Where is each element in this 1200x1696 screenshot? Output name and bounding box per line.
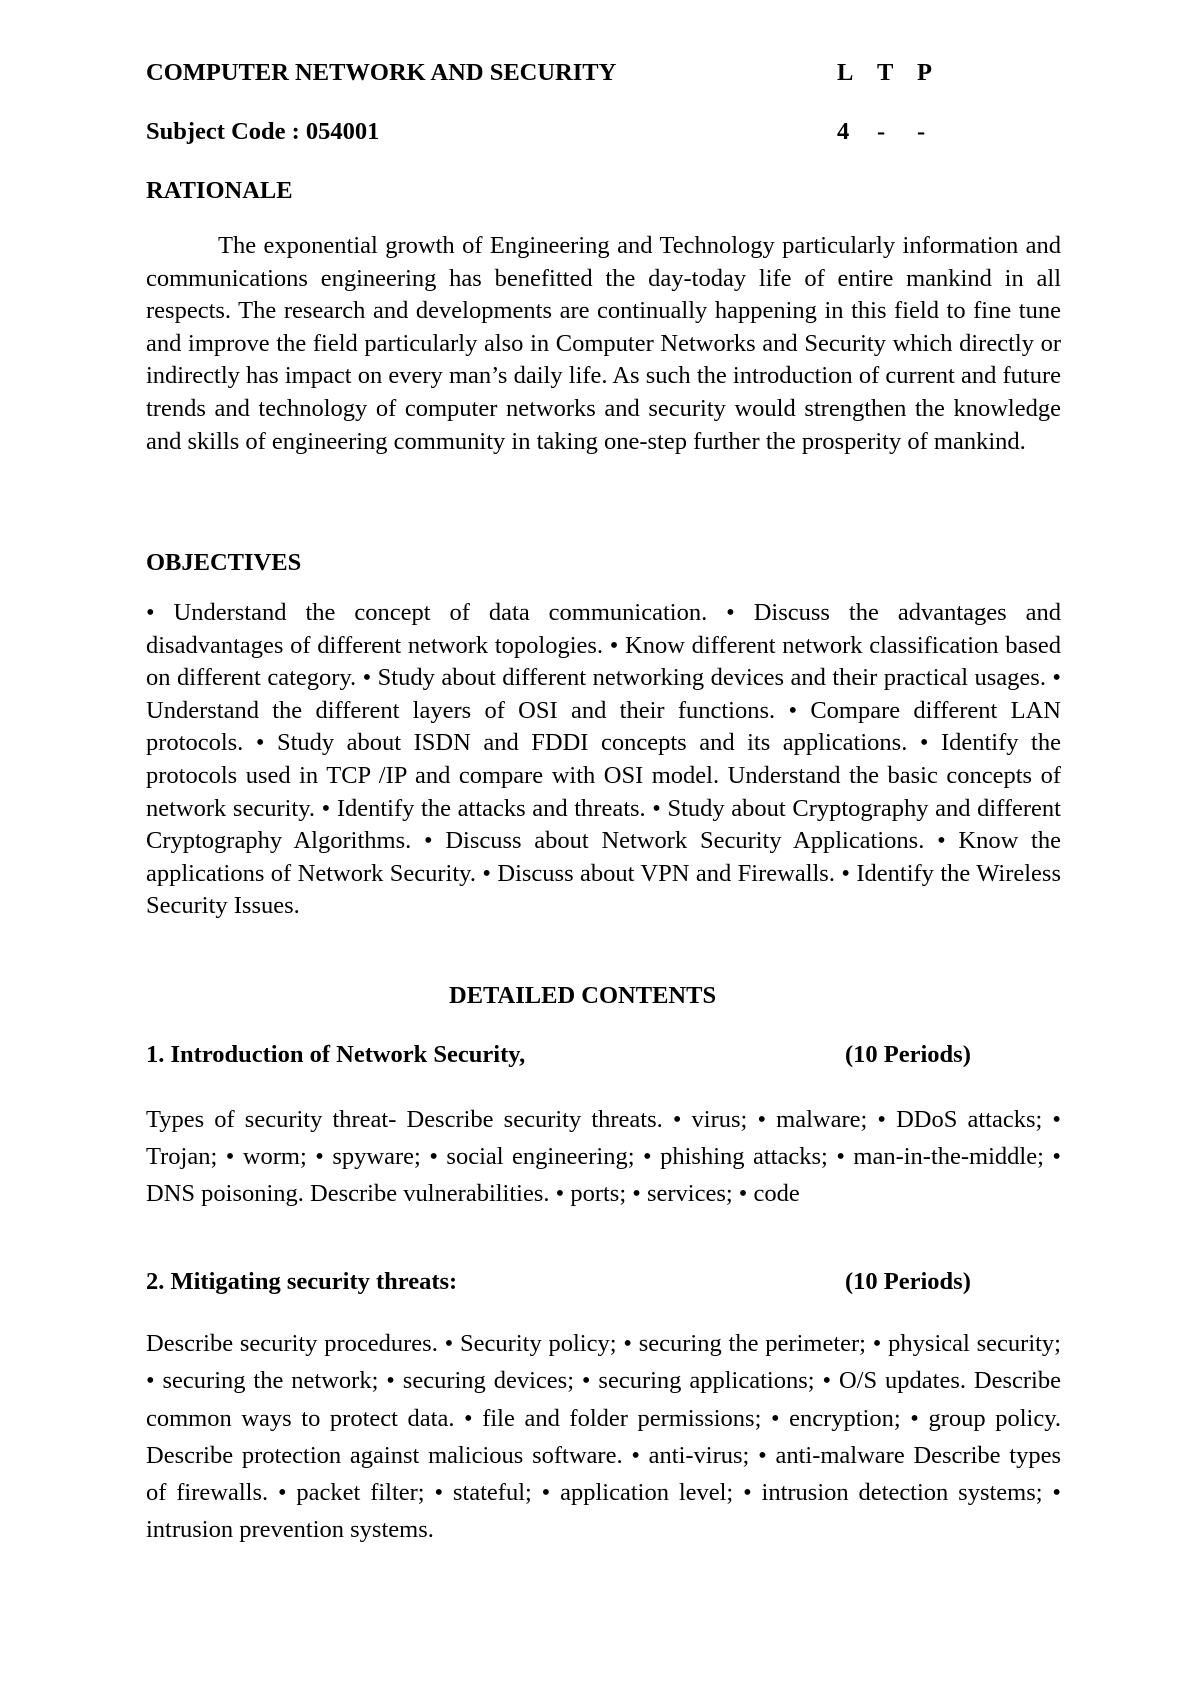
detailed-contents-heading: DETAILED CONTENTS bbox=[449, 982, 717, 1009]
section-2-periods: (10 Periods) bbox=[845, 1268, 971, 1295]
ltp-header bbox=[837, 58, 957, 88]
ltp-p-label: P bbox=[917, 59, 932, 86]
ltp-values bbox=[837, 117, 957, 147]
section-1-title: 1. Introduction of Network Security, bbox=[146, 1041, 526, 1068]
rationale-paragraph: The exponential growth of Engineering and Technology particularly information and communications engineering has benefitted the day-today life of entire mankind in all respects. The research and developments are continually happening in this field to fine tune and improve the field particularly also in Computer Networks and Security which directly or indirectly has impact on every man’s daily life. As such the introduction of current and future trends and technology of computer networks and security would strengthen the knowledge and skills of engineering community in taking one-step further the prosperity of mankind. bbox=[146, 232, 1061, 455]
subject-code: Subject Code : 054001 bbox=[146, 118, 380, 145]
section-1-periods: (10 Periods) bbox=[845, 1041, 971, 1068]
objectives-paragraph: • Understand the concept of data communication. • Discuss the advantages and disadvantages of different network topologies. • Know different network classification based on different category. • Study about different networking devices and their practical usages. • Understand the different layers of OSI and their functions. • Compare different LAN protocols. • Study about ISDN and FDDI concepts and its applications. • Identify the protocols used in TCP /IP and compare with OSI model. Understand the basic concepts of network security. • Identify the attacks and threats. • Study about Cryptography and different Cryptography Algorithms. • Discuss about Network Security Applications. • Know the applications of Network Security. • Discuss about VPN and Firewalls. • Identify the Wireless Security Issues. bbox=[146, 599, 1061, 920]
objectives-heading: OBJECTIVES bbox=[146, 549, 302, 576]
section-2-title: 2. Mitigating security threats: bbox=[146, 1268, 458, 1295]
course-title: COMPUTER NETWORK AND SECURITY bbox=[146, 59, 617, 86]
section-1-paragraph: Types of security threat- Describe security threats. • virus; • malware; • DDoS attacks; • Trojan; • worm; • spyware; • social engineering; • phishing attacks; • man-in-the-middle; • DNS poisoning. Describe vulnerabilities. • ports; • services; • code bbox=[146, 1106, 1061, 1207]
rationale-heading: RATIONALE bbox=[146, 177, 293, 204]
ltp-t-value: - bbox=[877, 118, 886, 145]
ltp-l-value: 4 bbox=[837, 118, 850, 145]
ltp-l-label: L bbox=[837, 59, 854, 86]
section-2-paragraph: Describe security procedures. • Security policy; • securing the perimeter; • physical security; • securing the network; • securing devices; • securing applications; • O/S updates. Describe common ways to protect data. • file and folder permissions; • encryption; • group policy. Describe protection against malicious software. • anti-virus; • anti-malware Describe types of firewalls. • packet filter; • stateful; • application level; • intrusion detection systems; • intrusion prevention systems. bbox=[146, 1330, 1061, 1544]
ltp-t-label: T bbox=[877, 59, 894, 86]
ltp-p-value: - bbox=[917, 118, 926, 145]
